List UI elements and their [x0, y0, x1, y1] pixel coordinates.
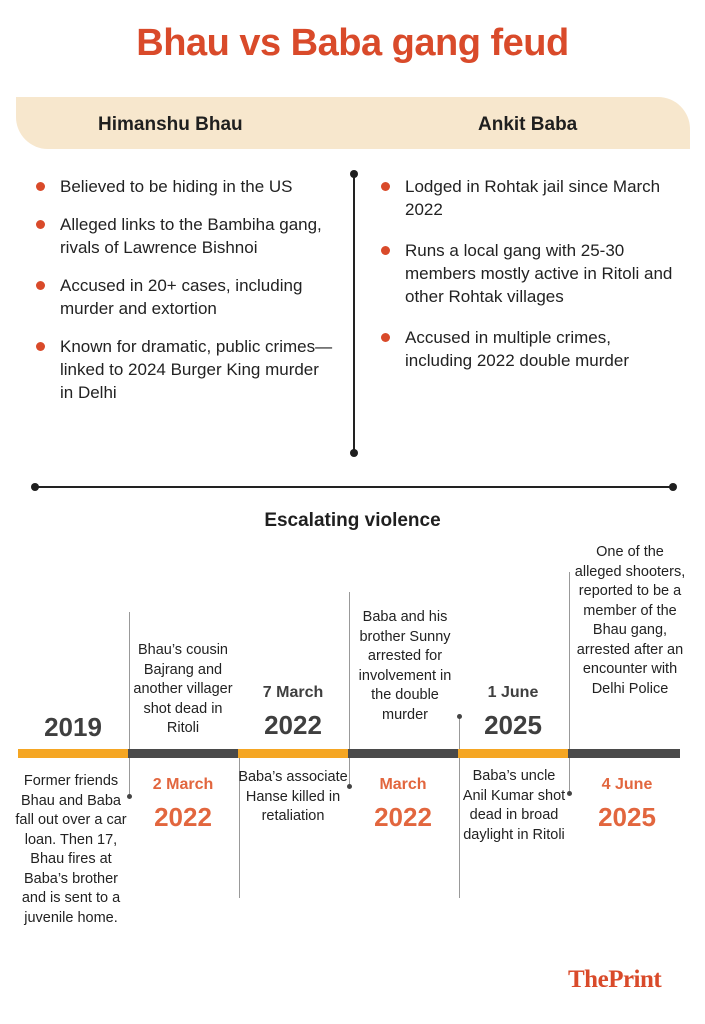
- connector-6-upper: [569, 572, 570, 749]
- connector-5-side: [569, 758, 570, 793]
- section-divider: [34, 486, 674, 488]
- list-item: Accused in 20+ cases, including murder and extortion: [36, 274, 336, 320]
- bullet-dot-icon: [36, 342, 45, 351]
- event-2-text: Bhau’s cousin Bajrang and another villager shot dead in Ritoli: [133, 642, 233, 736]
- timeline-segment-3: [238, 749, 348, 758]
- bullet-dot-icon: [381, 246, 390, 255]
- column-divider: [353, 173, 355, 453]
- timeline-segment-4: [348, 749, 458, 758]
- divider-left-dot: [31, 483, 39, 491]
- event-4-date: March: [379, 776, 427, 793]
- timeline-title: Escalating violence: [264, 510, 441, 531]
- event-5-text: Baba’s uncle Anil Kumar shot dead in broad daylight in Ritoli: [462, 768, 566, 843]
- event-3-text: Baba’s associate Hanse killed in retaliation: [238, 769, 348, 824]
- left-bullet-list: [36, 175, 336, 419]
- event-6-year: 2025: [598, 802, 656, 832]
- theprint-logo: ThePrint: [568, 966, 662, 993]
- connector-5-lower: [459, 758, 460, 898]
- list-item: Accused in multiple crimes, including 2022 double murder: [381, 326, 681, 372]
- event-3-year: 2022: [264, 710, 322, 740]
- bullet-dot-icon: [36, 281, 45, 290]
- event-6-date: 4 June: [601, 776, 653, 793]
- event-4-year: 2022: [374, 802, 432, 832]
- list-item: Believed to be hiding in the US: [36, 175, 336, 198]
- list-item: Known for dramatic, public crimes—linked to 2024 Burger King murder in Delhi: [36, 335, 336, 404]
- list-item: Lodged in Rohtak jail since March 2022: [381, 175, 681, 221]
- left-person-name: Himanshu Bhau: [98, 114, 243, 135]
- bullet-dot-icon: [381, 333, 390, 342]
- divider-right-dot: [669, 483, 677, 491]
- divider-top-dot: [350, 170, 358, 178]
- right-bullet-list: [381, 175, 681, 387]
- event-3-date: 7 March: [262, 684, 324, 701]
- event-4-text: Baba and his brother Sunny arrested for involvement in the double murder: [358, 609, 452, 723]
- event-5-year: 2025: [484, 710, 542, 740]
- connector-4-upper: [349, 592, 350, 749]
- timeline-segment-5: [458, 749, 568, 758]
- event-1-text: Former friends Bhau and Baba fall out over a car loan. Then 17, Bhau fires at Baba’s brother and is sent to a juvenile home.: [15, 773, 127, 926]
- list-item: Alleged links to the Bambiha gang, rivals of Lawrence Bishnoi: [36, 213, 336, 259]
- timeline-segment-1: [18, 749, 128, 758]
- page-title: Bhau vs Baba gang feud: [136, 22, 569, 64]
- bullet-dot-icon: [381, 182, 390, 191]
- timeline-segment-6: [568, 749, 680, 758]
- right-person-name: Ankit Baba: [478, 114, 578, 135]
- event-5-date: 1 June: [487, 684, 539, 701]
- event-2-year: 2022: [154, 802, 212, 832]
- event-1-year: 2019: [44, 712, 102, 742]
- list-item: Runs a local gang with 25-30 members mostly active in Ritoli and other Rohtak villages: [381, 239, 681, 308]
- divider-bottom-dot: [350, 449, 358, 457]
- bullet-dot-icon: [36, 220, 45, 229]
- event-6-text: One of the alleged shooters, reported to be a member of the Bhau gang, arrested after an encounter with Delhi Police: [574, 544, 686, 697]
- bullet-dot-icon: [36, 182, 45, 191]
- timeline-segment-2: [128, 749, 238, 758]
- event-2-date: 2 March: [152, 776, 214, 793]
